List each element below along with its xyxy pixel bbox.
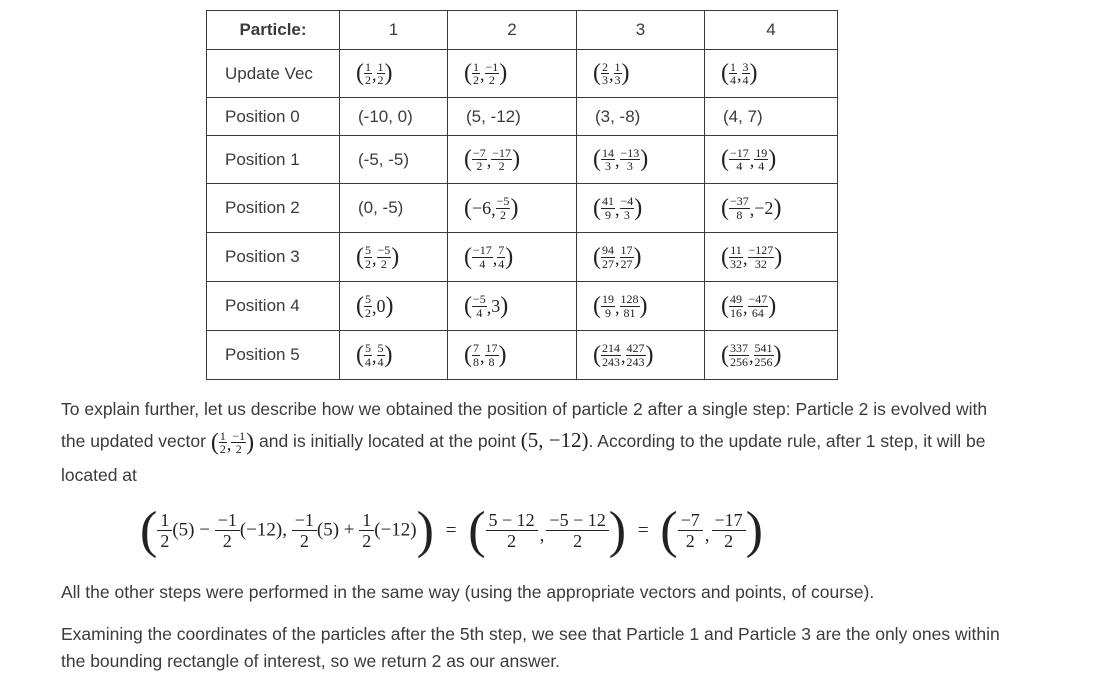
denominator: 3 [614, 73, 621, 87]
open-paren: ( [356, 60, 364, 86]
fraction [729, 195, 750, 220]
header-particle-4: 4 [705, 11, 838, 50]
close-paren: ) [768, 292, 777, 319]
position2-p4 [705, 184, 838, 233]
denominator: 8 [736, 207, 743, 222]
denominator: 2 [498, 159, 505, 173]
close-paren: ) [749, 60, 758, 86]
comma: , [749, 346, 754, 367]
open-paren: ( [356, 243, 364, 270]
fraction [472, 244, 493, 269]
denominator: 3 [626, 159, 633, 173]
denominator: 3 [623, 207, 630, 222]
coordinate: −6 [472, 197, 492, 218]
close-paren: ) [621, 60, 630, 86]
denominator: 3 [602, 73, 608, 87]
open-paren: ( [593, 146, 601, 172]
fraction: $\frac{-17}{2}$ [712, 510, 746, 552]
numerator: 5 [365, 243, 371, 258]
close-paren: ) [510, 194, 519, 221]
open-paren: ( [464, 292, 472, 319]
denominator: 81 [623, 305, 636, 320]
numerator: 5 [377, 341, 384, 356]
position5-p3 [577, 331, 705, 380]
comma: , [749, 199, 755, 220]
header-particle-2: 2 [448, 11, 577, 50]
comma: , [615, 297, 620, 318]
numerator: 1 [730, 59, 736, 74]
table-row-position-2 [207, 184, 838, 233]
comma: , [743, 297, 748, 318]
position2-p1: (0, -5) [340, 184, 448, 233]
fraction [620, 244, 634, 269]
fraction [231, 430, 246, 455]
comma: , [609, 64, 614, 85]
denominator: 2 [235, 442, 242, 457]
numerator: −5 [377, 243, 391, 258]
comma: , [743, 248, 748, 269]
open-paren: ( [721, 146, 729, 172]
comma: , [226, 434, 232, 454]
fraction [729, 61, 737, 86]
close-paren: ) [768, 146, 777, 172]
open-paren: ( [721, 243, 729, 270]
open-paren: ( [464, 243, 472, 270]
fraction [601, 61, 609, 86]
header-particle-1: 1 [340, 11, 448, 50]
explanation-paragraph [61, 394, 1001, 491]
particle-table [206, 10, 838, 380]
position2-p3 [577, 184, 705, 233]
close-paren: ) [505, 243, 514, 270]
close-paren: ) [498, 341, 507, 368]
numerator: 214 [602, 341, 620, 356]
numerator: 337 [730, 341, 748, 356]
close-paren: ) [633, 243, 642, 270]
close-paren: ) [246, 429, 255, 456]
position4-p2 [448, 282, 577, 331]
fraction [754, 147, 768, 172]
close-paren: ) [384, 60, 393, 86]
close-paren: ) [773, 341, 782, 368]
close-paren: ) [634, 194, 643, 221]
fraction [472, 342, 480, 367]
open-paren: ( [593, 292, 601, 319]
denominator: 256 [754, 354, 773, 369]
explanation-text-1: To explain further, let us describe how we obtained the position of particle 2 after a single step: Particle 2 is evolved with the updated vector [61, 399, 988, 451]
position5-p1 [340, 331, 448, 380]
equals-sign: = [445, 519, 457, 541]
fraction: $\frac{-1}{2}$ [215, 510, 240, 552]
open-paren: ( [210, 429, 219, 456]
fraction [754, 342, 774, 367]
numerator: −13 [620, 145, 640, 160]
position0-p3: (3, -8) [577, 98, 705, 136]
fraction [491, 147, 512, 172]
fraction: $\frac{1}{2}$ [157, 510, 172, 552]
update-vec-p4 [705, 50, 838, 98]
update-equation [140, 501, 763, 560]
denominator: 32 [754, 256, 767, 271]
denominator: 16 [730, 305, 742, 320]
numerator: −5 [473, 292, 486, 307]
row-label: Position 3 [207, 233, 340, 282]
comma: , [486, 150, 492, 171]
comma: , [749, 150, 755, 171]
coordinate: 0 [376, 295, 386, 316]
comma: , [486, 297, 492, 318]
denominator: 2 [476, 159, 483, 173]
fraction [485, 342, 499, 367]
equals-sign: = [637, 519, 649, 541]
comma: , [615, 199, 620, 220]
numerator: 94 [602, 243, 614, 258]
fraction [601, 342, 621, 367]
open-paren: ( [464, 194, 472, 221]
denominator: 64 [751, 305, 764, 320]
table-row-position-5 [207, 331, 838, 380]
open-paren: ( [721, 292, 729, 319]
fraction: $\frac{-5 - 12}{2}$ [546, 510, 608, 552]
denominator: 2 [365, 256, 371, 271]
open-paren: ( [464, 146, 472, 172]
position4-p3 [577, 282, 705, 331]
position0-p4: (4, 7) [705, 98, 838, 136]
denominator: 9 [605, 305, 611, 320]
numerator: −1 [485, 59, 499, 74]
coordinate: −2 [754, 197, 774, 218]
row-label: Position 5 [207, 331, 340, 380]
fraction [377, 244, 392, 269]
fraction [729, 342, 749, 367]
fraction [377, 342, 385, 367]
numerator: 427 [626, 341, 645, 356]
numerator: 7 [498, 243, 505, 258]
denominator: 4 [476, 305, 483, 320]
explanation-text-2: and is initially located at the point [259, 431, 516, 451]
update-vec-p2 [448, 50, 577, 98]
denominator: 9 [605, 207, 611, 222]
numerator: 17 [485, 341, 498, 356]
fraction [601, 195, 615, 220]
denominator: 2 [380, 256, 387, 271]
denominator: 243 [602, 354, 620, 369]
fraction [601, 244, 615, 269]
numerator: 541 [754, 341, 773, 356]
fraction [364, 244, 372, 269]
fraction [729, 293, 743, 318]
term: (−12) [374, 519, 417, 541]
row-label: Position 0 [207, 98, 340, 136]
open-paren: ( [464, 60, 472, 86]
numerator: 49 [730, 292, 742, 307]
comma: , [539, 524, 545, 546]
comma: , [480, 64, 485, 85]
numerator: −4 [620, 194, 634, 209]
numerator: 41 [602, 194, 614, 209]
numerator: −17 [492, 145, 512, 160]
denominator: 2 [365, 73, 371, 87]
explanation-update-vector [211, 426, 254, 460]
close-paren: ) [639, 292, 648, 319]
row-label: Position 1 [207, 136, 340, 184]
numerator: −17 [473, 243, 492, 258]
denominator: 4 [758, 159, 765, 173]
position0-p2: (5, -12) [448, 98, 577, 136]
denominator: 4 [365, 354, 371, 369]
denominator: 27 [602, 256, 614, 271]
denominator: 2 [365, 305, 371, 320]
comma: , [737, 64, 742, 85]
numerator: 5 [365, 341, 371, 356]
denominator: 4 [730, 73, 736, 87]
position2-p2 [448, 184, 577, 233]
denominator: 256 [730, 354, 748, 369]
fraction [620, 195, 635, 220]
fraction [729, 147, 750, 172]
close-paren: ) [645, 341, 654, 368]
denominator: 4 [742, 73, 749, 87]
open-paren: ( [140, 502, 158, 559]
numerator: 1 [473, 59, 479, 74]
fraction [496, 195, 511, 220]
open-paren: ( [721, 194, 729, 221]
close-paren: ) [384, 341, 393, 368]
table-header-row [207, 11, 838, 50]
open-paren: ( [593, 341, 601, 368]
close-paren: ) [512, 146, 521, 172]
numerator: 19 [602, 292, 614, 307]
fraction: $\frac{-1}{2}$ [292, 510, 317, 552]
denominator: 4 [736, 159, 743, 173]
close-paren: ) [391, 243, 400, 270]
position3-p2 [448, 233, 577, 282]
denominator: 2 [377, 73, 384, 87]
fraction [485, 61, 500, 86]
position3-p3 [577, 233, 705, 282]
comma: , [704, 524, 710, 546]
comma: , [372, 297, 377, 318]
fraction [364, 342, 372, 367]
numerator: 19 [755, 145, 768, 160]
fraction [748, 293, 769, 318]
position1-p3 [577, 136, 705, 184]
numerator: −37 [730, 194, 749, 209]
fraction [620, 293, 640, 318]
fraction [614, 61, 622, 86]
numerator: 3 [742, 59, 749, 74]
comma: , [492, 248, 498, 269]
close-paren: ) [385, 292, 394, 319]
update-vec-p1 [340, 50, 448, 98]
position1-p4 [705, 136, 838, 184]
numerator: 1 [614, 59, 621, 74]
open-paren: ( [468, 502, 486, 559]
table-row-update-vec [207, 50, 838, 98]
table-row-position-1 [207, 136, 838, 184]
paragraph-conclusion: Examining the coordinates of the particles after the 5th step, we see that Particle 1 and Particle 3 are the only ones within the bounding rectangle of interest, so we return 2 as our answer. [61, 624, 1000, 671]
fraction [601, 293, 615, 318]
fraction [601, 147, 615, 172]
position1-p1: (-5, -5) [340, 136, 448, 184]
close-paren: ) [499, 60, 508, 86]
numerator: 14 [602, 145, 614, 160]
numerator: −47 [748, 292, 768, 307]
fraction [620, 147, 641, 172]
header-particle: Particle: [207, 11, 340, 50]
table-row-position-4 [207, 282, 838, 331]
comma: , [480, 346, 485, 367]
fraction [364, 61, 372, 86]
denominator: 32 [730, 256, 742, 271]
term: (−12), [239, 519, 287, 541]
row-label: Position 2 [207, 184, 340, 233]
row-label: Position 4 [207, 282, 340, 331]
numerator: −17 [730, 145, 749, 160]
position1-p2 [448, 136, 577, 184]
comma: , [615, 248, 620, 269]
open-paren: ( [593, 60, 601, 86]
denominator: 2 [473, 73, 479, 87]
fraction [377, 61, 385, 86]
close-paren: ) [608, 502, 627, 559]
fraction [626, 342, 646, 367]
fraction [472, 293, 487, 318]
open-paren: ( [660, 502, 678, 559]
denominator: 2 [500, 207, 507, 222]
explanation-point: (5, −12) [520, 428, 589, 452]
position3-p1 [340, 233, 448, 282]
fraction [742, 61, 750, 86]
comma: , [621, 346, 626, 367]
denominator: 8 [473, 354, 479, 369]
open-paren: ( [593, 243, 601, 270]
denominator: 2 [219, 442, 226, 457]
fraction: $\frac{5 - 12}{2}$ [486, 510, 538, 552]
numerator: 7 [473, 341, 479, 356]
denominator: 4 [479, 256, 486, 271]
denominator: 4 [498, 256, 505, 271]
header-particle-3: 3 [577, 11, 705, 50]
open-paren: ( [593, 194, 601, 221]
numerator: 1 [365, 59, 371, 74]
denominator: 3 [605, 159, 611, 173]
denominator: 27 [620, 256, 633, 271]
term: (5) + [316, 519, 355, 541]
fraction [472, 147, 487, 172]
coordinate: 3 [491, 295, 501, 316]
open-paren: ( [356, 341, 364, 368]
numerator: −7 [473, 145, 486, 160]
fraction: $\frac{-7}{2}$ [678, 510, 703, 552]
denominator: 8 [488, 354, 495, 369]
table-row-position-0 [207, 98, 838, 136]
position5-p2 [448, 331, 577, 380]
explanation-text-3: . According to the update rule, after 1 step, it will be located at [61, 431, 986, 485]
open-paren: ( [721, 341, 729, 368]
numerator: −5 [496, 194, 510, 209]
term: (5) − [172, 519, 210, 541]
comma: , [372, 64, 377, 85]
position3-p4 [705, 233, 838, 282]
denominator: 243 [626, 354, 645, 369]
fraction [729, 244, 743, 269]
numerator: 2 [602, 59, 608, 74]
close-paren: ) [774, 243, 783, 270]
paragraph-other-steps: All the other steps were performed in the same way (using the appropriate vectors and points, of course). [61, 582, 875, 602]
numerator: 11 [730, 243, 742, 258]
fraction [219, 430, 227, 455]
denominator: 4 [377, 354, 384, 369]
open-paren: ( [356, 292, 364, 319]
close-paren: ) [773, 194, 782, 221]
open-paren: ( [464, 341, 472, 368]
table-row-position-3 [207, 233, 838, 282]
comma: , [372, 346, 377, 367]
denominator: 2 [488, 73, 495, 87]
open-paren: ( [721, 60, 729, 86]
numerator: 5 [365, 292, 371, 307]
comma: , [372, 248, 377, 269]
numerator: −127 [748, 243, 774, 258]
close-paren: ) [745, 502, 763, 559]
close-paren: ) [500, 292, 509, 319]
comma: , [491, 199, 496, 220]
position4-p1 [340, 282, 448, 331]
comma: , [615, 150, 620, 171]
fraction [364, 293, 372, 318]
position4-p4 [705, 282, 838, 331]
fraction: $\frac{1}{2}$ [359, 510, 374, 552]
row-label: Update Vec [207, 50, 340, 98]
numerator: 1 [219, 429, 226, 444]
numerator: 128 [620, 292, 639, 307]
numerator: 1 [377, 59, 384, 74]
numerator: 17 [620, 243, 633, 258]
numerator: −1 [232, 429, 246, 444]
position0-p1: (-10, 0) [340, 98, 448, 136]
update-vec-p3 [577, 50, 705, 98]
fraction [748, 244, 775, 269]
close-paren: ) [640, 146, 649, 172]
close-paren: ) [416, 502, 434, 559]
fraction [472, 61, 480, 86]
position5-p4 [705, 331, 838, 380]
